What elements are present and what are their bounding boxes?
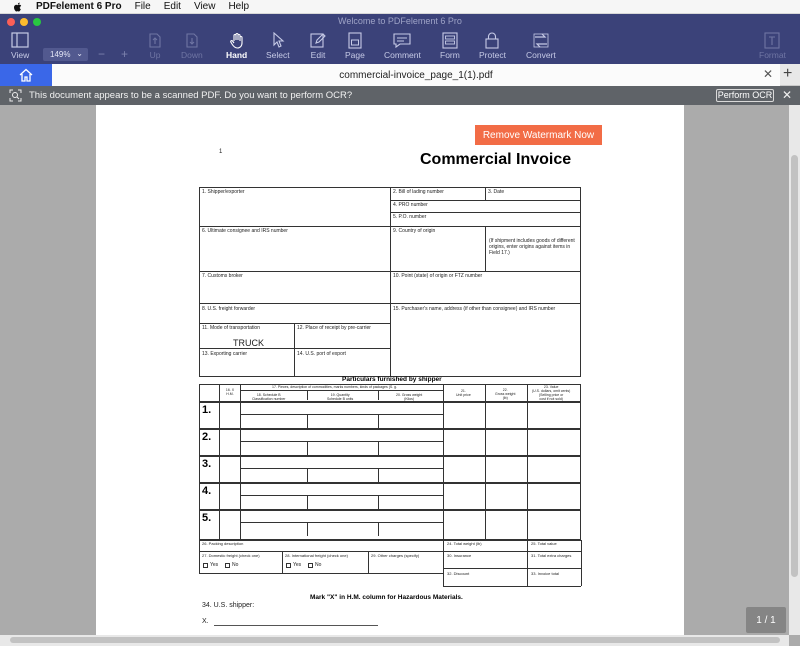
- cell-divider: [307, 468, 308, 482]
- apple-icon[interactable]: [12, 1, 24, 13]
- divider: [199, 303, 581, 304]
- zoom-in-button[interactable]: +: [121, 47, 129, 61]
- intl-yes-checkbox[interactable]: [286, 563, 291, 568]
- zoom-value: 149%: [50, 50, 71, 59]
- row-subdivider: [240, 522, 443, 523]
- col-gross-weight-lb: 22. Gross weight (lb): [495, 388, 516, 400]
- menu-file[interactable]: File: [134, 1, 151, 12]
- page-label: Page: [345, 50, 365, 60]
- divider: [485, 187, 486, 200]
- divider: [199, 271, 581, 272]
- comment-label: Comment: [384, 50, 421, 60]
- horizontal-scrollbar[interactable]: [0, 635, 789, 646]
- row-subdivider: [240, 495, 443, 496]
- domestic-yes-checkbox[interactable]: [203, 563, 208, 568]
- cell-divider: [307, 495, 308, 509]
- field-pro-number: 4. PRO number: [393, 202, 428, 208]
- field-place-receipt: 12. Place of receipt by pre-carrier: [297, 325, 371, 331]
- row-separator: [199, 509, 581, 511]
- main-toolbar: [0, 14, 800, 64]
- row-divider: [199, 551, 581, 552]
- row-divider: [199, 540, 581, 541]
- col-gross-weight-kg: 20. Gross weight (Kilos): [396, 393, 423, 401]
- field-extra-charges: 31. Total extra charges: [531, 553, 572, 558]
- page-indicator: 1 / 1: [746, 607, 786, 633]
- page-button[interactable]: [345, 32, 365, 60]
- perform-ocr-button[interactable]: Perform OCR: [717, 90, 773, 100]
- row-divider: [443, 586, 581, 587]
- col-divider: [307, 390, 308, 400]
- lock-icon: [483, 32, 501, 49]
- select-cursor-icon: [269, 32, 287, 49]
- field-total-weight: 24. Total weight (lb): [447, 541, 482, 546]
- field-discount: 32. Discount: [447, 571, 470, 576]
- field-domestic-freight: 27. Domestic freight (check one): [202, 553, 260, 558]
- col-divider: [199, 540, 200, 573]
- edit-label: Edit: [310, 50, 326, 60]
- cell-divider: [378, 495, 379, 509]
- row-subdivider: [240, 468, 443, 469]
- item-row-number: 2.: [202, 431, 212, 443]
- close-ocr-bar-icon[interactable]: ✕: [782, 88, 793, 102]
- intl-no-label: No: [315, 562, 322, 568]
- page-down-icon: [183, 32, 201, 49]
- row-divider: [199, 573, 443, 574]
- col-divider: [443, 540, 444, 586]
- close-tab-icon[interactable]: ✕: [763, 67, 774, 81]
- cell-divider: [378, 414, 379, 428]
- cell-divider: [307, 441, 308, 455]
- col-unit-price: 21. Unit price: [456, 389, 471, 397]
- col-divider: [581, 540, 582, 586]
- scrollbar-thumb[interactable]: [10, 637, 780, 643]
- field-origin-note: (If shipment includes goods of different origins, enter origins against items in Field 17.): [489, 238, 575, 256]
- document-tab-title: commercial-invoice_page_1(1).pdf: [339, 69, 493, 81]
- page-down-button[interactable]: [181, 32, 203, 60]
- vertical-scrollbar[interactable]: [789, 105, 800, 635]
- hazmat-note: Mark "X" in H.M. column for Hazardous Materials.: [310, 594, 463, 601]
- particulars-heading: Particulars furnished by shipper: [342, 376, 442, 383]
- home-tab[interactable]: [0, 64, 52, 86]
- items-table: [199, 384, 581, 540]
- protect-button[interactable]: [479, 32, 506, 60]
- cell-divider: [378, 522, 379, 536]
- field-invoice-total: 33. Invoice total: [531, 571, 560, 576]
- chevron-down-icon: ⌄: [76, 49, 83, 58]
- ocr-scan-icon: [9, 89, 22, 102]
- domestic-no-checkbox[interactable]: [225, 563, 230, 568]
- field-shipper: 1. Shipper/exporter: [202, 189, 245, 195]
- hand-tool-button[interactable]: [226, 32, 247, 60]
- select-tool-button[interactable]: [266, 32, 290, 60]
- convert-icon: [532, 32, 550, 49]
- divider: [390, 187, 391, 377]
- field-intl-freight: 28. International freight (check one): [285, 553, 348, 558]
- edit-button[interactable]: [309, 32, 327, 60]
- field-bill-of-lading: 2. Bill of lading number: [393, 189, 444, 195]
- menu-app-name[interactable]: PDFelement 6 Pro: [36, 1, 122, 12]
- page-number: 1: [219, 149, 223, 155]
- page-up-button[interactable]: [146, 32, 164, 60]
- cell-divider: [307, 414, 308, 428]
- down-label: Down: [181, 50, 203, 60]
- zoom-out-button[interactable]: −: [98, 47, 106, 61]
- col-divider: [527, 384, 528, 540]
- col-divider: [368, 551, 369, 573]
- field-freight-forwarder: 8. U.S. freight forwarder: [202, 306, 256, 312]
- divider: [199, 226, 581, 227]
- row-subdivider: [240, 414, 443, 415]
- ocr-notification-bar: [0, 86, 800, 105]
- up-label: Up: [149, 50, 161, 60]
- cell-divider: [378, 441, 379, 455]
- page-icon: [346, 32, 364, 49]
- field-point-origin: 10. Point (state) of origin or FTZ number: [393, 273, 483, 279]
- col-divider: [485, 384, 486, 540]
- scrollbar-thumb[interactable]: [791, 155, 798, 577]
- window-title: Welcome to PDFelement 6 Pro: [338, 16, 462, 26]
- convert-label: Convert: [526, 50, 556, 60]
- zoom-select[interactable]: [43, 48, 88, 61]
- col-value: 23. Value (U.S. dollars, omit cents) (Selling price or cost if not sold): [532, 385, 571, 401]
- field-mode-value: TRUCK: [233, 338, 264, 348]
- item-row-number: 1.: [202, 404, 212, 416]
- item-row-number: 3.: [202, 458, 212, 470]
- divider: [485, 226, 486, 271]
- view-icon: [11, 32, 29, 49]
- row-separator: [199, 455, 581, 457]
- format-label: Format: [759, 50, 786, 60]
- field-packing: 26. Packing description: [202, 541, 244, 546]
- row-subdivider: [240, 441, 443, 442]
- cell-divider: [307, 522, 308, 536]
- field-exporting-carrier: 13. Exporting carrier: [202, 351, 248, 357]
- row-separator: [199, 428, 581, 430]
- divider: [390, 200, 581, 201]
- row-separator: [199, 401, 581, 403]
- page-up-icon: [146, 32, 164, 49]
- divider: [294, 323, 295, 377]
- field-country-origin: 9. Country of origin: [393, 228, 436, 234]
- field-customs-broker: 7. Customs broker: [202, 273, 243, 279]
- field-total-value: 25. Total value: [531, 541, 557, 546]
- add-tab-icon[interactable]: +: [783, 65, 793, 82]
- domestic-no-label: No: [232, 562, 239, 568]
- col-quantity: 19. Quantity Schedule B units: [327, 393, 354, 401]
- menu-help[interactable]: Help: [228, 1, 250, 12]
- mac-menubar: [0, 0, 800, 14]
- invoice-title: Commercial Invoice: [420, 151, 572, 168]
- col-divider: [282, 551, 283, 573]
- tab-bar: [0, 64, 800, 86]
- ocr-message: This document appears to be a scanned PDF. Do you want to perform OCR?: [29, 90, 353, 101]
- comment-icon: [393, 32, 411, 49]
- col-divider: [219, 384, 220, 540]
- select-label: Select: [266, 50, 290, 60]
- menu-view[interactable]: View: [193, 1, 216, 12]
- comment-button[interactable]: [384, 32, 421, 60]
- field-us-shipper: 34. U.S. shipper:: [202, 602, 255, 609]
- field-consignee: 6. Ultimate consignee and IRS number: [202, 228, 288, 234]
- cell-divider: [378, 468, 379, 482]
- domestic-yes-label: Yes: [210, 562, 219, 568]
- form-icon: [441, 32, 459, 49]
- col-schedule-b: 18. Schedule B Classification number: [252, 393, 286, 401]
- intl-no-checkbox[interactable]: [308, 563, 313, 568]
- field-po-number: 5. P.O. number: [393, 214, 427, 220]
- edit-icon: [309, 32, 327, 49]
- convert-button[interactable]: [526, 32, 556, 60]
- protect-label: Protect: [479, 50, 506, 60]
- view-button[interactable]: [11, 32, 29, 60]
- field-date: 3. Date: [488, 189, 505, 195]
- remove-watermark-button[interactable]: Remove Watermark Now: [475, 125, 602, 145]
- col-divider: [443, 384, 444, 540]
- menu-edit[interactable]: Edit: [163, 1, 181, 12]
- divider: [390, 212, 581, 213]
- col-hm: 16. X H.M.: [225, 388, 235, 396]
- col-divider: [527, 540, 528, 586]
- view-label: View: [11, 50, 30, 60]
- form-button[interactable]: [440, 32, 460, 60]
- field-port-export: 14. U.S. port of export: [297, 351, 346, 357]
- home-icon: [18, 68, 34, 82]
- format-button[interactable]: [759, 32, 786, 60]
- hand-label: Hand: [226, 50, 248, 60]
- row-divider: [443, 568, 581, 569]
- col-divider: [240, 384, 241, 540]
- intl-yes-label: Yes: [293, 562, 302, 568]
- form-label: Form: [440, 50, 460, 60]
- signature-line[interactable]: [214, 625, 378, 626]
- item-row-number: 5.: [202, 512, 212, 524]
- format-icon: [763, 32, 781, 49]
- signature-x: X.: [202, 618, 209, 625]
- document-tab[interactable]: [52, 64, 780, 86]
- field-insurance: 30. Insurance: [447, 553, 472, 558]
- col-description: 17. Pieces, description of commodities, marks numbers, kinds of packages (S. g.: [272, 385, 398, 389]
- field-other-charges: 29. Other charges (specify): [371, 553, 420, 558]
- col-divider: [378, 390, 379, 400]
- row-divider: [240, 390, 443, 391]
- row-separator: [199, 482, 581, 484]
- field-mode-transport: 11. Mode of transportation: [202, 325, 260, 331]
- item-row-number: 4.: [202, 485, 212, 497]
- hand-icon: [228, 32, 246, 49]
- field-purchaser: 15. Purchaser's name, address (if other than consignee) and IRS number: [393, 306, 556, 312]
